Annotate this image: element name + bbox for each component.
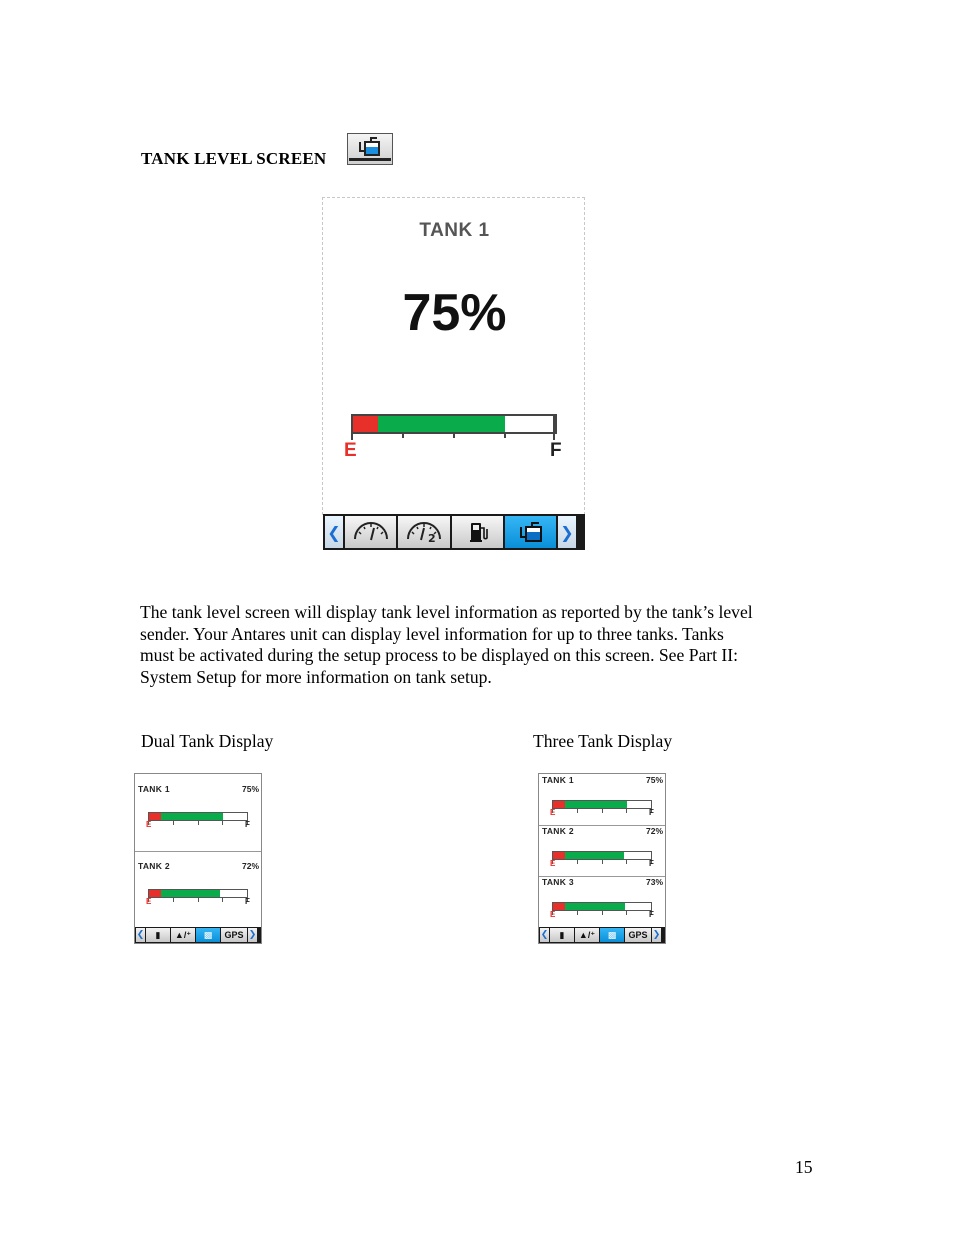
tank-row	[539, 774, 665, 826]
scale-tick	[402, 432, 404, 438]
nav-left-button[interactable]	[540, 928, 549, 942]
scale-tick	[198, 898, 199, 902]
tank-percent: 72%	[241, 860, 259, 871]
level-fill	[161, 890, 220, 897]
nav-right-button[interactable]	[652, 928, 661, 942]
full-label: F	[649, 808, 654, 817]
scale-tick	[553, 414, 555, 440]
tank-row	[135, 851, 261, 929]
empty-zone	[553, 903, 565, 910]
scale-tick	[222, 898, 223, 902]
tank-percent: 73%	[645, 877, 663, 887]
three-tank-display	[538, 773, 666, 944]
full-label: F	[649, 910, 654, 919]
tank-level-icon: ▩	[607, 930, 617, 940]
scale-tick	[504, 432, 506, 438]
tank-label: TANK 2	[138, 860, 170, 871]
mini-nav-bar	[135, 927, 261, 943]
nav-depth-button[interactable]	[171, 928, 195, 942]
three-tank-caption: Three Tank Display	[533, 731, 673, 751]
full-label: F	[649, 859, 654, 868]
tank-label: TANK 2	[542, 826, 574, 836]
level-fill	[565, 852, 624, 859]
page-number: 15	[795, 1157, 813, 1177]
tank-level-bar	[552, 851, 652, 860]
fuel-pump-icon: ▮	[155, 930, 161, 940]
gauge-1-icon	[351, 521, 391, 543]
empty-label: E	[550, 859, 556, 868]
scale-tick	[626, 911, 627, 915]
scale-tick	[173, 898, 174, 902]
right-arrow-icon: ❯	[248, 930, 257, 940]
tank-percent: 75%	[241, 784, 259, 794]
gps-label: GPS	[224, 930, 244, 940]
screen-nav-bar	[323, 514, 585, 550]
full-label: F	[245, 820, 250, 829]
description-paragraph	[140, 602, 820, 688]
fuel-pump-icon	[466, 520, 490, 544]
svg-text:2: 2	[428, 532, 436, 543]
scale-tick	[602, 809, 603, 813]
gauge-2-icon	[404, 521, 444, 543]
scale-tick	[626, 860, 627, 864]
empty-zone	[553, 801, 565, 808]
nav-gauge-2-button[interactable]	[398, 516, 450, 548]
full-label: F	[550, 440, 562, 461]
nav-gps-button[interactable]	[625, 928, 651, 942]
tank-level-bar	[552, 902, 652, 911]
left-arrow-icon: ❮	[540, 930, 549, 940]
scale-tick	[577, 911, 578, 915]
gps-label: GPS	[628, 930, 648, 940]
depth-temp-icon: ▲/⁺	[174, 930, 192, 940]
empty-label: E	[550, 910, 556, 919]
tank-row	[135, 774, 261, 852]
tank-row	[539, 876, 665, 928]
tank-percent: 72%	[645, 826, 663, 836]
empty-zone	[353, 416, 378, 432]
empty-label: E	[550, 808, 556, 817]
nav-fuel-button[interactable]	[550, 928, 574, 942]
scale-tick	[351, 414, 353, 440]
nav-tank-level-button[interactable]	[196, 928, 220, 942]
nav-fuel-button[interactable]	[146, 928, 170, 942]
scale-tick	[453, 432, 455, 438]
tank-row	[539, 825, 665, 877]
tank-level-icon: ▩	[203, 930, 213, 940]
paragraph-line: must be activated during the setup process to be displayed on this screen. See Part II:	[140, 645, 739, 665]
scale-tick	[602, 860, 603, 864]
tank-level-icon	[518, 521, 544, 543]
paragraph-line: The tank level screen will display tank level information as reported by the tank’s level	[140, 602, 753, 622]
tank-level-bar	[552, 800, 652, 809]
empty-zone	[149, 890, 161, 897]
tank-label: TANK 1	[542, 775, 574, 785]
dual-tank-display	[134, 773, 262, 944]
left-arrow-icon: ❮	[136, 930, 145, 940]
nav-depth-button[interactable]	[575, 928, 599, 942]
nav-left-button[interactable]	[325, 516, 343, 548]
empty-label: E	[344, 440, 357, 461]
nav-tank-level-button[interactable]	[505, 516, 556, 548]
tank-level-bar	[148, 889, 248, 898]
tank-level-bar	[351, 414, 557, 434]
nav-gps-button[interactable]	[221, 928, 247, 942]
scale-tick	[626, 809, 627, 813]
nav-left-button[interactable]	[136, 928, 145, 942]
scale-tick	[173, 821, 174, 825]
tank-percent: 75%	[402, 284, 507, 342]
level-fill	[161, 813, 223, 820]
empty-zone	[553, 852, 565, 859]
empty-label: E	[146, 820, 152, 829]
level-fill	[565, 801, 627, 808]
scale-tick	[577, 860, 578, 864]
tank-level-icon	[347, 133, 393, 165]
depth-temp-icon: ▲/⁺	[578, 930, 596, 940]
nav-fuel-button[interactable]	[452, 516, 503, 548]
empty-label: E	[146, 896, 152, 906]
nav-right-button[interactable]	[558, 516, 576, 548]
left-arrow-icon: ❮	[327, 523, 341, 542]
tank-percent: 75%	[645, 775, 663, 785]
scale-tick	[602, 911, 603, 915]
tank-label: TANK 3	[542, 877, 574, 887]
scale-tick	[577, 809, 578, 813]
level-fill	[565, 903, 625, 910]
paragraph-line: sender. Your Antares unit can display level information for up to three tanks. Tanks	[140, 623, 724, 644]
empty-zone	[149, 813, 161, 820]
mini-nav-bar	[539, 927, 665, 943]
tank-label: TANK 1	[138, 784, 170, 794]
tank-label: TANK 1	[419, 220, 490, 241]
scale-tick	[222, 821, 223, 825]
right-arrow-icon: ❯	[652, 930, 661, 940]
right-arrow-icon: ❯	[560, 523, 574, 542]
level-fill	[378, 416, 505, 432]
tank-level-screen	[322, 197, 585, 515]
scale-tick	[198, 821, 199, 825]
section-heading: TANK LEVEL SCREEN	[141, 149, 327, 168]
full-label: F	[245, 896, 250, 906]
tank-level-bar	[148, 812, 248, 821]
fuel-pump-icon: ▮	[559, 930, 565, 940]
paragraph-line: System Setup for more information on tank setup.	[140, 666, 492, 687]
nav-right-button[interactable]	[248, 928, 257, 942]
nav-tank-level-button[interactable]	[600, 928, 624, 942]
nav-gauge-1-button[interactable]	[345, 516, 396, 548]
dual-tank-caption: Dual Tank Display	[141, 731, 274, 751]
